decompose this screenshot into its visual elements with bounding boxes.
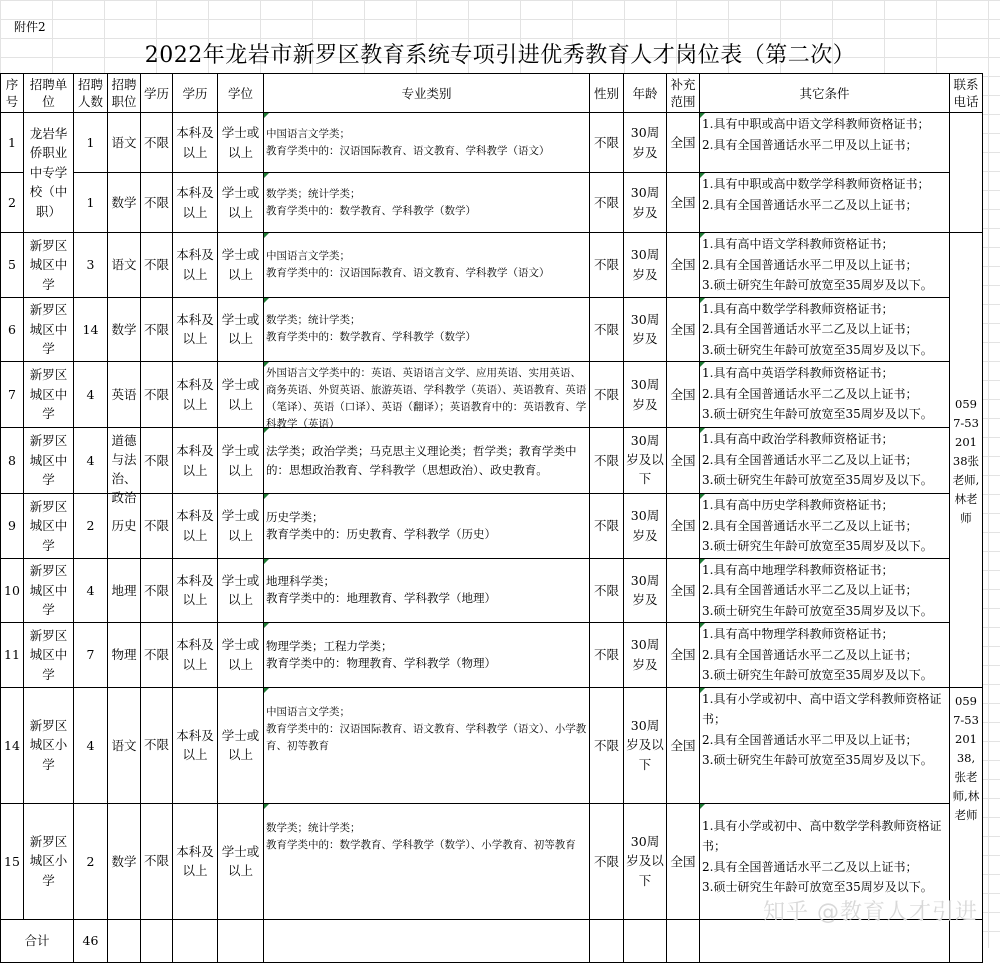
cell-post-text: 道德与法治、政治 bbox=[111, 433, 137, 505]
cell-edu2: 本科及以上 bbox=[173, 113, 218, 173]
cell-age: 30周岁及以下 bbox=[624, 803, 667, 919]
total-label: 合计 bbox=[1, 919, 74, 962]
cell-scope: 全国 bbox=[667, 173, 700, 233]
cell-other: 1.具有小学或初中、高中语文学科教师资格证书； 2.具有全国普通话水平二甲及以上证书； 3.硕士研究生年龄可放宽至35周岁及以下。 bbox=[700, 687, 950, 803]
header-gender: 性别 bbox=[590, 74, 624, 113]
cell-major: 中国语言文学类； 教育学类中的：汉语国际教育、语文教育、学科教学（语文） bbox=[264, 113, 590, 173]
cell-age-text: 30周岁及以下 bbox=[626, 433, 664, 486]
cell-seq: 14 bbox=[1, 687, 24, 803]
cell-contact: 0597-5320138,张老师,林老师 bbox=[950, 687, 983, 919]
empty-cell bbox=[173, 919, 218, 962]
cell-unit: 新罗区城区小学 bbox=[24, 803, 74, 919]
cell-edu2: 本科及以上 bbox=[173, 362, 218, 428]
cell-scope: 全国 bbox=[667, 362, 700, 428]
cell-post: 数学 bbox=[108, 297, 141, 362]
cell-gender: 不限 bbox=[590, 687, 624, 803]
cell-degree: 学士或以上 bbox=[218, 558, 264, 623]
cell-major: 中国语言文学类； 教育学类中的：汉语国际教育、语文教育、学科教学（语文）、小学教育、初等教育 bbox=[264, 687, 590, 803]
cell-count: 3 bbox=[74, 233, 108, 298]
empty-cell bbox=[108, 919, 141, 962]
cell-age bbox=[624, 428, 667, 494]
cell-count: 14 bbox=[74, 297, 108, 362]
cell-age: 30周岁及 bbox=[624, 297, 667, 362]
cell-seq: 1 bbox=[1, 113, 24, 173]
cell-other: 1.具有小学或初中、高中数学学科教师资格证书； 2.具有全国普通话水平二乙及以上证书； 3.硕士研究生年龄可放宽至35周岁及以下。 bbox=[700, 803, 950, 919]
cell-degree: 学士或以上 bbox=[218, 362, 264, 428]
header-row bbox=[1, 74, 983, 113]
cell-count: 1 bbox=[74, 113, 108, 173]
cell-degree: 学士或以上 bbox=[218, 113, 264, 173]
table-row bbox=[1, 297, 983, 362]
header-unit: 招聘单位 bbox=[24, 74, 74, 113]
cell-edu2: 本科及以上 bbox=[173, 233, 218, 298]
cell-post: 语文 bbox=[108, 113, 141, 173]
cell-scope: 全国 bbox=[667, 428, 700, 494]
cell-edu2: 本科及以上 bbox=[173, 173, 218, 233]
header-major: 专业类别 bbox=[264, 74, 590, 113]
cell-major: 地理科学类； 教育学类中的：地理教育、学科教学（地理） bbox=[264, 558, 590, 623]
empty-cell bbox=[624, 919, 667, 962]
cell-major: 数学类；统计学类； 教育学类中的：数学教育、学科教学（数学） bbox=[264, 297, 590, 362]
cell-gender: 不限 bbox=[590, 623, 624, 688]
cell-degree: 学士或以上 bbox=[218, 494, 264, 559]
cell-post: 数学 bbox=[108, 173, 141, 233]
cell-count: 2 bbox=[74, 803, 108, 919]
cell-age: 30周岁及 bbox=[624, 558, 667, 623]
cell-edu: 不限 bbox=[141, 428, 173, 494]
cell-seq: 11 bbox=[1, 623, 24, 688]
cell-age: 30周岁及 bbox=[624, 173, 667, 233]
table-row bbox=[1, 428, 983, 494]
cell-seq: 10 bbox=[1, 558, 24, 623]
cell-major: 物理学类；工程力学类； 教育学类中的：物理教育、学科教学（物理） bbox=[264, 623, 590, 688]
cell-age: 30周岁及以下 bbox=[624, 687, 667, 803]
cell-scope: 全国 bbox=[667, 687, 700, 803]
cell-scope: 全国 bbox=[667, 113, 700, 173]
cell-count: 4 bbox=[74, 687, 108, 803]
cell-edu2: 本科及以上 bbox=[173, 494, 218, 559]
cell-count: 4 bbox=[74, 428, 108, 494]
cell-unit: 新罗区城区中学 bbox=[24, 233, 74, 298]
cell-major: 中国语言文学类； 教育学类中的：汉语国际教育、语文教育、学科教学（语文） bbox=[264, 233, 590, 298]
cell-gender: 不限 bbox=[590, 113, 624, 173]
cell-gender: 不限 bbox=[590, 233, 624, 298]
attachment-label: 附件2 bbox=[14, 20, 46, 34]
table-row bbox=[1, 173, 983, 233]
empty-cell bbox=[667, 919, 700, 962]
cell-major bbox=[264, 362, 590, 428]
cell-count: 7 bbox=[74, 623, 108, 688]
cell-other: 1.具有高中英语学科教师资格证书； 2.具有全国普通话水平二乙及以上证书； 3.硕士研究生年龄可放宽至35周岁及以下。 bbox=[700, 362, 950, 428]
cell-age: 30周岁及 bbox=[624, 362, 667, 428]
cell-post: 语文 bbox=[108, 687, 141, 803]
cell-other: 1.具有高中语文学科教师资格证书； 2.具有全国普通话水平二甲及以上证书； 3.硕士研究生年龄可放宽至35周岁及以下。 bbox=[700, 233, 950, 298]
table-row bbox=[1, 687, 983, 803]
header-other: 其它条件 bbox=[700, 74, 950, 113]
cell-post: 历史 bbox=[108, 494, 141, 559]
cell-degree: 学士或以上 bbox=[218, 233, 264, 298]
cell-unit: 新罗区城区中学 bbox=[24, 623, 74, 688]
cell-unit: 新罗区城区中学 bbox=[24, 494, 74, 559]
table-row bbox=[1, 362, 983, 428]
cell-post bbox=[108, 428, 141, 505]
cell-age: 30周岁及 bbox=[624, 233, 667, 298]
cell-post: 物理 bbox=[108, 623, 141, 688]
header-scope: 补充范围 bbox=[667, 74, 700, 113]
cell-gender: 不限 bbox=[590, 428, 624, 494]
cell-unit: 龙岩华侨职业中专学校（中职） bbox=[24, 113, 74, 233]
cell-gender: 不限 bbox=[590, 558, 624, 623]
table-row bbox=[1, 558, 983, 623]
cell-post: 语文 bbox=[108, 233, 141, 298]
cell-major-text: 外国语言文学类中的：英语、英语语言文学、应用英语、实用英语、商务英语、外贸英语、旅游英语、学科教学（英语）、英语教育、英语（笔译）、英语（口译）、英语（翻译）；英语教育中的：英语教育、学科教学（英语） bbox=[266, 367, 587, 430]
cell-age: 30周岁及 bbox=[624, 623, 667, 688]
cell-degree: 学士或以上 bbox=[218, 297, 264, 362]
header-degree: 学位 bbox=[218, 74, 264, 113]
cell-unit: 新罗区城区小学 bbox=[24, 687, 74, 803]
cell-seq: 2 bbox=[1, 173, 24, 233]
header-edu2: 学历 bbox=[173, 74, 218, 113]
cell-edu2: 本科及以上 bbox=[173, 803, 218, 919]
empty-cell bbox=[218, 919, 264, 962]
cell-major: 数学类；统计学类； 教育学类中的：数学教育、学科教学（数学） bbox=[264, 173, 590, 233]
cell-post: 英语 bbox=[108, 362, 141, 428]
cell-edu: 不限 bbox=[141, 113, 173, 173]
cell-scope: 全国 bbox=[667, 803, 700, 919]
cell-degree: 学士或以上 bbox=[218, 803, 264, 919]
cell-edu: 不限 bbox=[141, 494, 173, 559]
cell-unit: 新罗区城区中学 bbox=[24, 297, 74, 362]
empty-cell bbox=[590, 919, 624, 962]
header-post: 招聘职位 bbox=[108, 74, 141, 113]
cell-other: 1.具有中职或高中数学学科教师资格证书； 2.具有全国普通话水平二乙及以上证书； bbox=[700, 173, 950, 233]
total-count: 46 bbox=[74, 919, 108, 962]
cell-age: 30周岁及 bbox=[624, 494, 667, 559]
cell-gender: 不限 bbox=[590, 362, 624, 428]
cell-other: 1.具有高中物理学科教师资格证书； 2.具有全国普通话水平二乙及以上证书； 3.硕士研究生年龄可放宽至35周岁及以下。 bbox=[700, 623, 950, 688]
cell-count: 1 bbox=[74, 173, 108, 233]
cell-edu: 不限 bbox=[141, 687, 173, 803]
cell-edu2: 本科及以上 bbox=[173, 297, 218, 362]
cell-gender: 不限 bbox=[590, 494, 624, 559]
cell-scope: 全国 bbox=[667, 297, 700, 362]
cell-other: 1.具有中职或高中语文学科教师资格证书； 2.具有全国普通话水平二甲及以上证书； bbox=[700, 113, 950, 173]
cell-edu: 不限 bbox=[141, 233, 173, 298]
cell-contact: 0597-5320138张老师,林老师 bbox=[950, 233, 983, 688]
cell-degree: 学士或以上 bbox=[218, 687, 264, 803]
cell-edu: 不限 bbox=[141, 173, 173, 233]
cell-edu2: 本科及以上 bbox=[173, 558, 218, 623]
cell-edu: 不限 bbox=[141, 362, 173, 428]
header-count: 招聘人数 bbox=[74, 74, 108, 113]
cell-seq: 7 bbox=[1, 362, 24, 428]
cell-gender: 不限 bbox=[590, 803, 624, 919]
cell-degree: 学士或以上 bbox=[218, 428, 264, 494]
cell-count: 4 bbox=[74, 558, 108, 623]
cell-age: 30周岁及 bbox=[624, 113, 667, 173]
header-contact: 联系电话 bbox=[950, 74, 983, 113]
table-row bbox=[1, 494, 983, 559]
cell-unit: 新罗区城区中学 bbox=[24, 362, 74, 428]
cell-gender: 不限 bbox=[590, 297, 624, 362]
cell-edu: 不限 bbox=[141, 623, 173, 688]
cell-other: 1.具有高中政治学科教师资格证书； 2.具有全国普通话水平二乙及以上证书； 3.硕士研究生年龄可放宽至35周岁及以下。 bbox=[700, 428, 950, 494]
empty-cell bbox=[264, 919, 590, 962]
cell-edu2: 本科及以上 bbox=[173, 623, 218, 688]
cell-unit: 新罗区城区中学 bbox=[24, 428, 74, 494]
table-row bbox=[1, 113, 983, 173]
header-seq: 序号 bbox=[1, 74, 24, 113]
positions-table bbox=[0, 73, 983, 963]
cell-seq: 6 bbox=[1, 297, 24, 362]
cell-edu: 不限 bbox=[141, 297, 173, 362]
table-row bbox=[1, 623, 983, 688]
cell-other: 1.具有高中历史学科教师资格证书； 2.具有全国普通话水平二乙及以上证书； 3.硕士研究生年龄可放宽至35周岁及以下。 bbox=[700, 494, 950, 559]
cell-other: 1.具有高中数学学科教师资格证书； 2.具有全国普通话水平二乙及以上证书； 3.硕士研究生年龄可放宽至35周岁及以下。 bbox=[700, 297, 950, 362]
cell-edu: 不限 bbox=[141, 803, 173, 919]
cell-scope: 全国 bbox=[667, 623, 700, 688]
watermark: 知乎 @教育人才引进 bbox=[763, 900, 978, 925]
cell-seq: 9 bbox=[1, 494, 24, 559]
cell-unit: 新罗区城区中学 bbox=[24, 558, 74, 623]
cell-count: 4 bbox=[74, 362, 108, 428]
cell-gender: 不限 bbox=[590, 173, 624, 233]
cell-edu: 不限 bbox=[141, 558, 173, 623]
cell-degree: 学士或以上 bbox=[218, 173, 264, 233]
header-edu: 学历 bbox=[141, 74, 173, 113]
cell-edu2: 本科及以上 bbox=[173, 687, 218, 803]
cell-major: 法学类；政治学类；马克思主义理论类；哲学类；教育学类中的：思想政治教育、学科教学（思想政治）、政史教育。 bbox=[264, 428, 590, 494]
cell-seq: 5 bbox=[1, 233, 24, 298]
cell-scope: 全国 bbox=[667, 233, 700, 298]
cell-scope: 全国 bbox=[667, 494, 700, 559]
cell-degree: 学士或以上 bbox=[218, 623, 264, 688]
cell-contact-empty bbox=[950, 113, 983, 233]
cell-other: 1.具有高中地理学科教师资格证书； 2.具有全国普通话水平二乙及以上证书； 3.硕士研究生年龄可放宽至35周岁及以下。 bbox=[700, 558, 950, 623]
cell-major: 历史学类； 教育学类中的：历史教育、学科教学（历史） bbox=[264, 494, 590, 559]
cell-scope: 全国 bbox=[667, 558, 700, 623]
cell-post: 地理 bbox=[108, 558, 141, 623]
page-title: 2022年龙岩市新罗区教育系统专项引进优秀教育人才岗位表（第二次） bbox=[144, 43, 856, 68]
cell-seq: 8 bbox=[1, 428, 24, 494]
cell-seq: 15 bbox=[1, 803, 24, 919]
empty-cell bbox=[141, 919, 173, 962]
cell-major: 数学类；统计学类； 教育学类中的：数学教育、学科教学（数学）、小学教育、初等教育 bbox=[264, 803, 590, 919]
table-row bbox=[1, 233, 983, 298]
cell-count: 2 bbox=[74, 494, 108, 559]
cell-post: 数学 bbox=[108, 803, 141, 919]
header-age: 年龄 bbox=[624, 74, 667, 113]
cell-edu2: 本科及以上 bbox=[173, 428, 218, 494]
